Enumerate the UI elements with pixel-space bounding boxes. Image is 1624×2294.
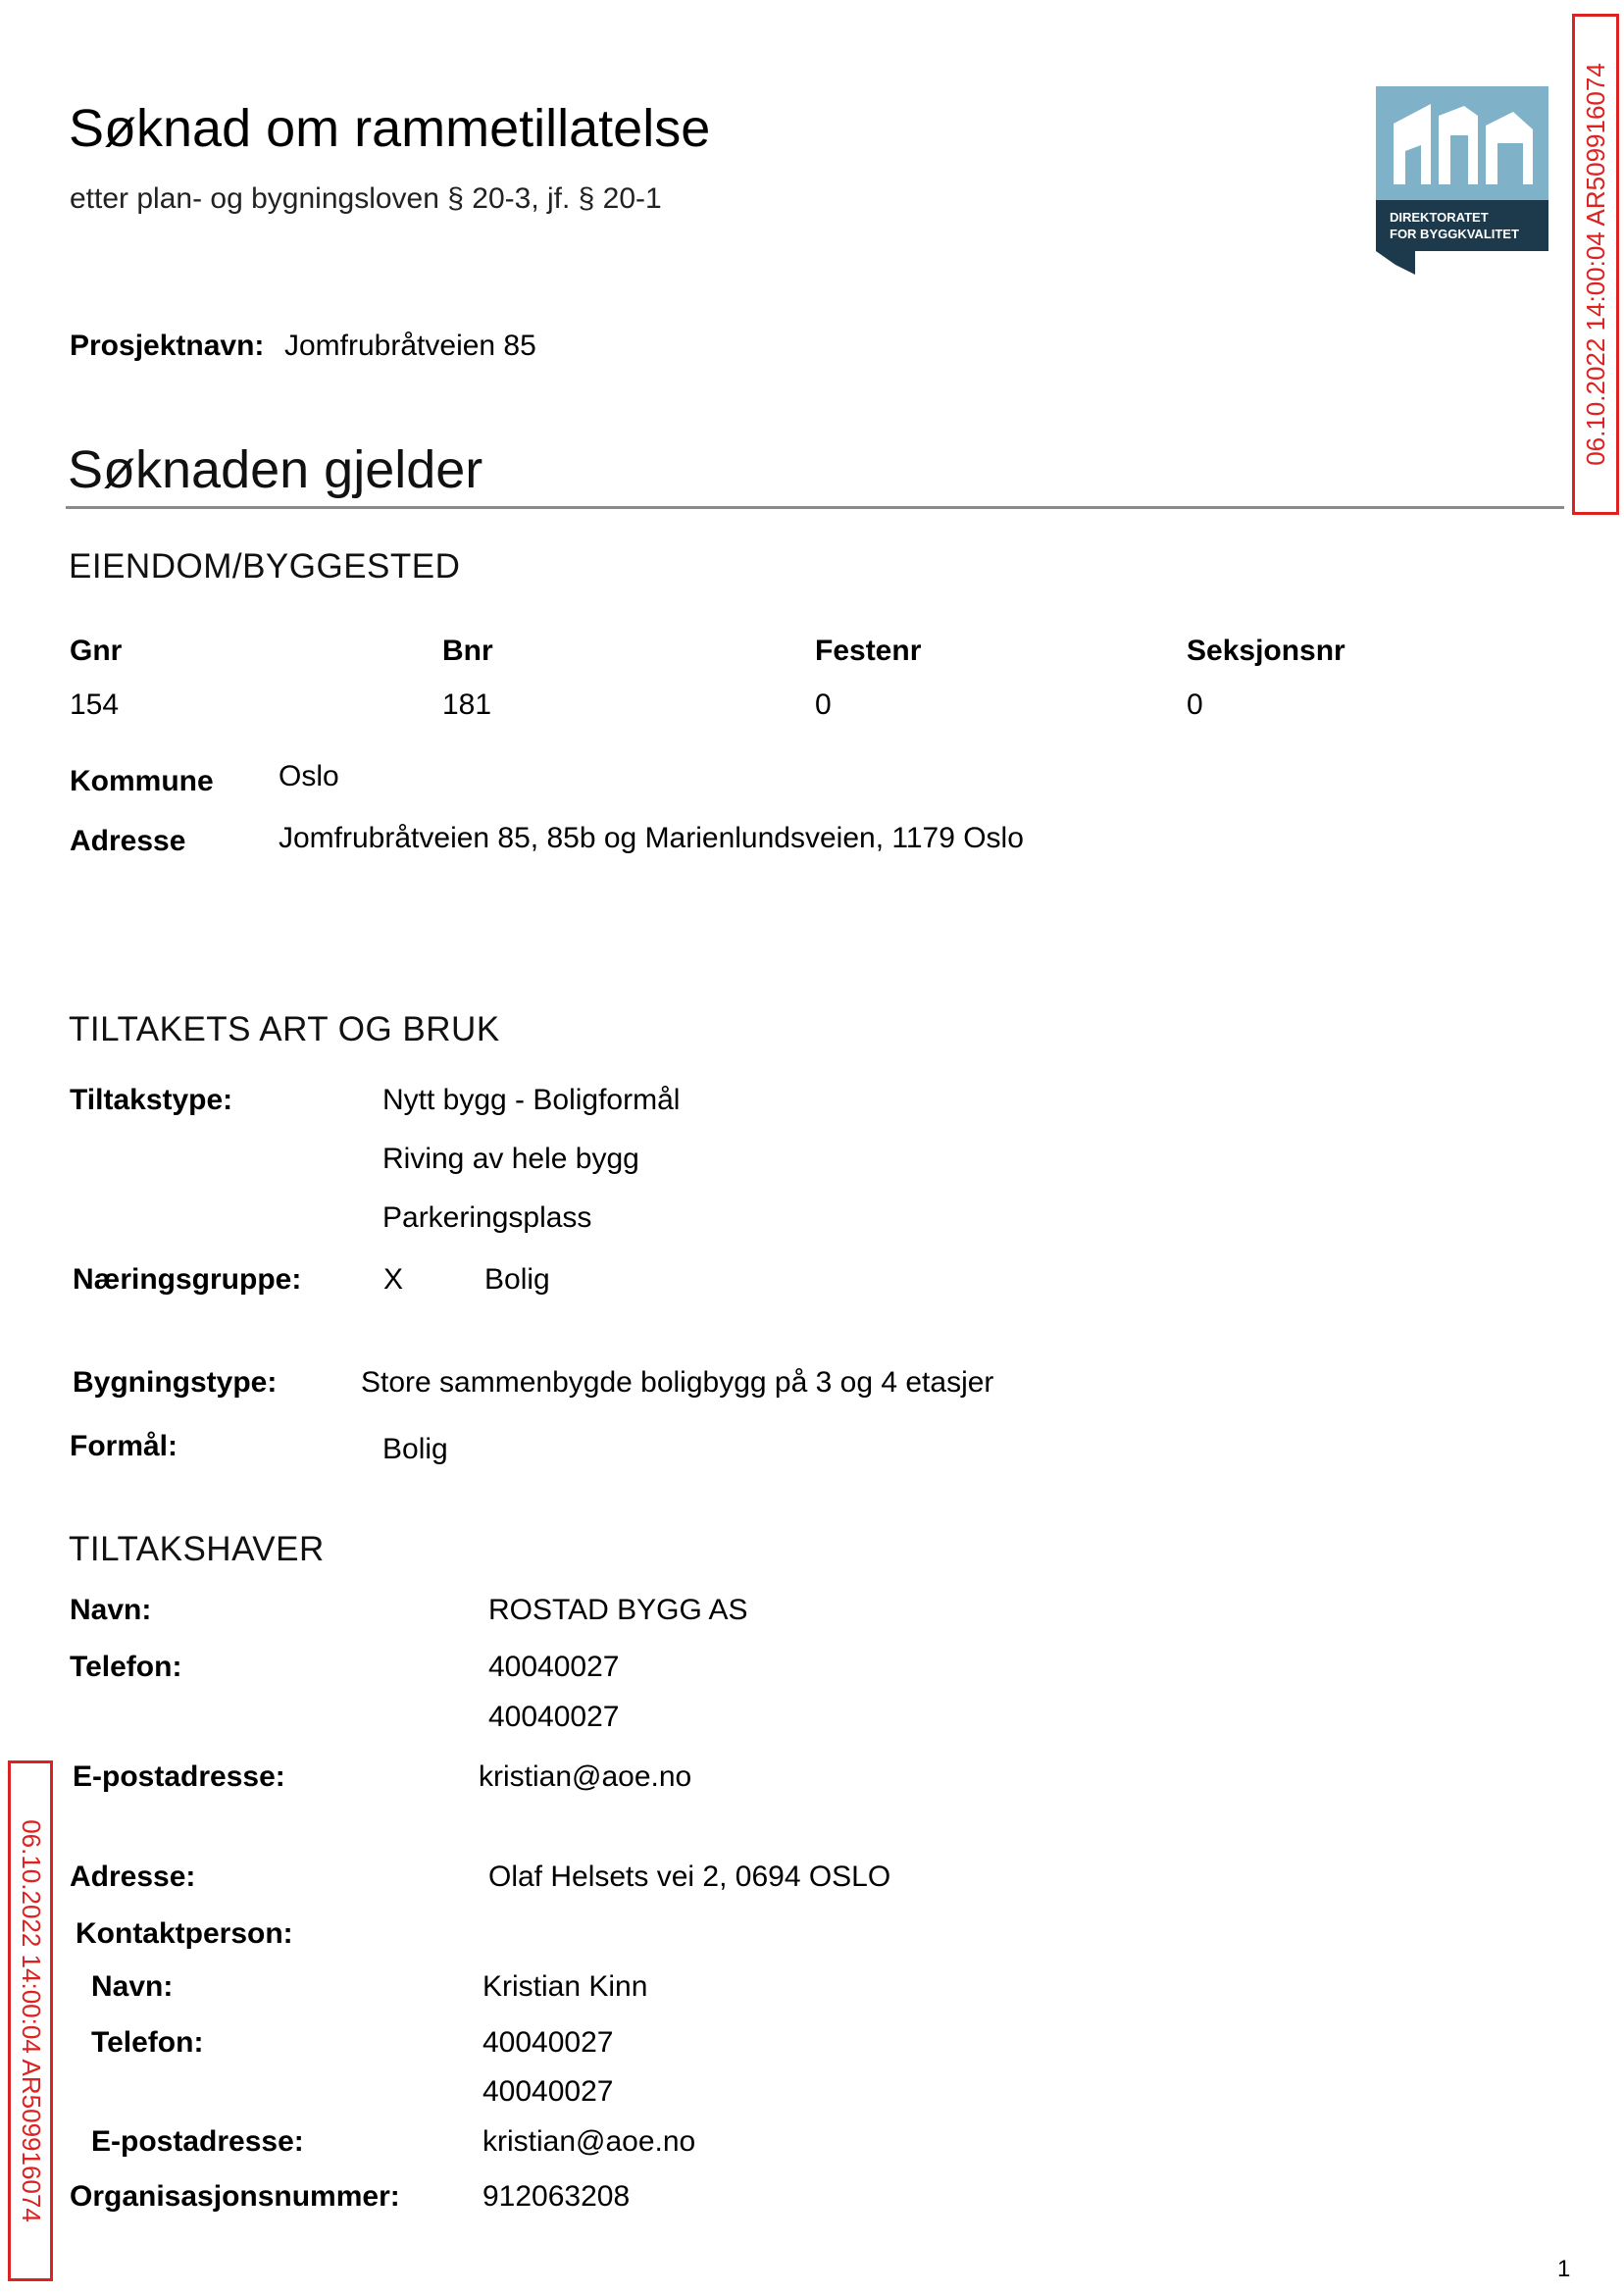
telefon-value: 40040027	[488, 1701, 620, 1733]
dibk-logo-icon	[1376, 86, 1548, 275]
telefon-value: 40040027	[488, 1651, 620, 1683]
adresse-value: Jomfrubråtveien 85, 85b og Marienlundsveien, 1179 Oslo	[279, 822, 1024, 854]
project-label: Prosjektnavn:	[70, 330, 265, 362]
value-gnr: 154	[70, 688, 120, 721]
kommune-label: Kommune	[70, 765, 214, 797]
eiendom-heading: EIENDOM/BYGGESTED	[69, 547, 461, 586]
bygningstype-value: Store sammenbygde boligbygg på 3 og 4 etasjer	[361, 1366, 994, 1399]
naeringsgruppe-code: X	[383, 1263, 404, 1296]
epost-value: kristian@aoe.no	[479, 1760, 692, 1793]
col-festenr: Festenr	[815, 635, 922, 667]
received-stamp-top	[1572, 14, 1619, 515]
adresse-value: Olaf Helsets vei 2, 0694 OSLO	[488, 1861, 891, 1893]
kontakt-navn-value: Kristian Kinn	[482, 1970, 648, 2003]
tiltakstype-item: Riving av hele bygg	[382, 1143, 639, 1175]
orgnr-label: Organisasjonsnummer:	[70, 2180, 400, 2213]
dibk-logo	[1376, 86, 1548, 275]
tiltakshaver-heading: TILTAKSHAVER	[69, 1530, 325, 1568]
document-subtitle: etter plan- og bygningsloven § 20-3, jf. § 20-1	[70, 182, 662, 215]
svg-text:FOR BYGGKVALITET: FOR BYGGKVALITET	[1390, 227, 1519, 241]
document-title: Søknad om rammetillatelse	[69, 99, 711, 158]
adresse-label: Adresse:	[70, 1861, 196, 1893]
epost-label: E-postadresse:	[73, 1760, 285, 1793]
section-title: Søknaden gjelder	[68, 440, 483, 499]
kontakt-telefon-label: Telefon:	[91, 2026, 204, 2059]
telefon-label: Telefon:	[70, 1651, 182, 1683]
bygningstype-label: Bygningstype:	[73, 1366, 278, 1399]
stamp-text: 06.10.2022 14:00:04 AR509916074	[16, 1819, 46, 2222]
col-seksjonsnr: Seksjonsnr	[1187, 635, 1345, 667]
kontakt-telefon-value: 40040027	[482, 2075, 614, 2108]
stamp-text: 06.10.2022 14:00:04 AR509916074	[1580, 63, 1610, 466]
kontakt-epost-label: E-postadresse:	[91, 2125, 304, 2158]
received-stamp-bottom	[8, 1760, 53, 2281]
naeringsgruppe-value: Bolig	[484, 1263, 550, 1296]
col-bnr: Bnr	[442, 635, 493, 667]
col-gnr: Gnr	[70, 635, 123, 667]
value-festenr: 0	[815, 688, 832, 721]
adresse-label: Adresse	[70, 825, 186, 857]
svg-text:DIREKTORATET: DIREKTORATET	[1390, 210, 1489, 225]
project-name: Jomfrubråtveien 85	[284, 330, 536, 362]
kommune-value: Oslo	[279, 760, 339, 792]
value-seksjonsnr: 0	[1187, 688, 1203, 721]
navn-value: ROSTAD BYGG AS	[488, 1594, 748, 1626]
tiltakstype-item: Parkeringsplass	[382, 1201, 592, 1234]
orgnr-value: 912063208	[482, 2180, 631, 2213]
page-number: 1	[1557, 2256, 1571, 2282]
naeringsgruppe-label: Næringsgruppe:	[73, 1263, 302, 1296]
kontakt-navn-label: Navn:	[91, 1970, 174, 2003]
tiltakstype-label: Tiltakstype:	[70, 1084, 233, 1116]
kontakt-telefon-value: 40040027	[482, 2026, 614, 2059]
tiltakstype-item: Nytt bygg - Boligformål	[382, 1084, 681, 1116]
formal-label: Formål:	[70, 1430, 178, 1462]
section-divider	[66, 506, 1564, 509]
tiltak-heading: TILTAKETS ART OG BRUK	[69, 1010, 500, 1048]
navn-label: Navn:	[70, 1594, 152, 1626]
value-bnr: 181	[442, 688, 492, 721]
formal-value: Bolig	[382, 1433, 448, 1465]
kontakt-epost-value: kristian@aoe.no	[482, 2125, 696, 2158]
kontaktperson-label: Kontaktperson:	[76, 1917, 293, 1950]
